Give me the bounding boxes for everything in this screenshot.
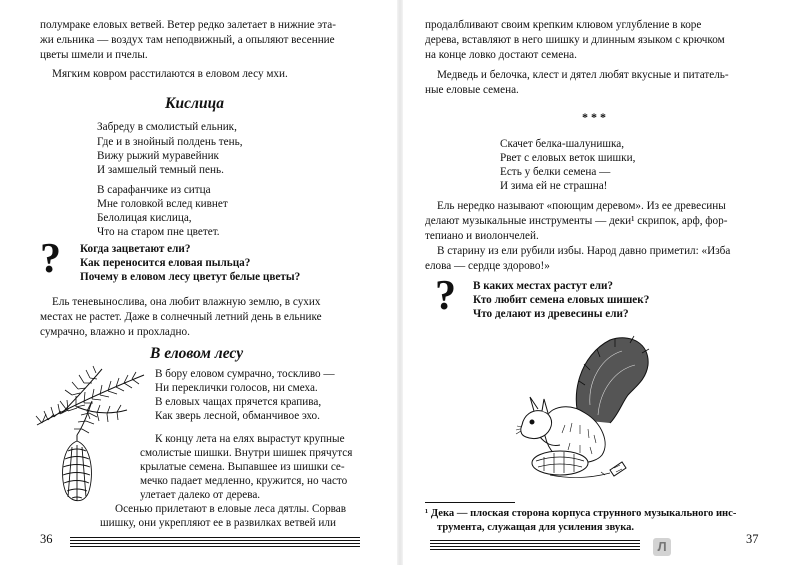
footnote-rule <box>425 502 515 503</box>
poem1-line2: Где и в знойный полдень тень, <box>97 136 243 148</box>
left-page <box>0 0 395 565</box>
left-para4-line2: смолистые шишки. Внутри шишек прячутся <box>140 447 353 459</box>
left-para4-line5: улетает далеко от дерева. <box>140 489 261 501</box>
section-stars: *** <box>582 110 609 124</box>
right-question-1: В каких местах растут ели? <box>473 280 614 292</box>
bottom-rule-right <box>430 540 640 552</box>
right-question-2: Кто любит семена еловых шишек? <box>473 294 650 306</box>
left-para3-line1: Ель теневынослива, она любит влажную землю, в сухих <box>52 296 321 308</box>
poem1-line7: Белолицая кислица, <box>97 212 192 224</box>
left-para4-line1: К концу лета на елях вырастут крупные <box>155 433 345 445</box>
poem2-line2: Ни переклички голосов, ни смеха. <box>155 382 318 394</box>
spruce-branch-illustration <box>32 365 152 510</box>
right-para3-line2: делают музыкальные инструменты — деки¹ скрипок, арф, фор- <box>425 215 728 227</box>
bottom-rule-left <box>70 537 360 549</box>
right-poem-line3: Есть у белки семена — <box>500 166 611 178</box>
question1-1: Когда зацветают ели? <box>80 243 191 255</box>
question-mark-icon: ? <box>40 236 61 282</box>
left-para1-line3: цветы шмели и пчелы. <box>40 49 148 61</box>
page-number-left: 36 <box>40 532 53 546</box>
left-para4-line7: шишку, они укрепляют ее в развилках ветвей или <box>100 517 336 529</box>
right-para4-line2: елова — сердце здорово!» <box>425 260 550 272</box>
left-para1-line2: жи ельника — воздух там неподвижный, а опыляют весенние <box>40 34 335 46</box>
right-para1-line3: на конце ловко достают семена. <box>425 49 577 61</box>
question-mark-icon-right: ? <box>435 273 456 319</box>
right-para1-line2: дерева, вставляют в него шишку и длинным языком с крючком <box>425 34 725 46</box>
left-para4-line4: мечко падает медленно, кружится, но часто <box>140 475 348 487</box>
poem1-line4: И замшелый темный пень. <box>97 164 224 176</box>
right-para2-line2: ные еловые семена. <box>425 84 519 96</box>
poem2-line3: В еловых чащах прячется крапива, <box>155 396 322 408</box>
poem1-line1: Забреду в смолистый ельник, <box>97 121 237 133</box>
footnote-line1: ¹ Дека — плоская сторона корпуса струнного музыкального инс- <box>425 508 737 519</box>
right-poem-line1: Скачет белка-шалунишка, <box>500 138 625 150</box>
right-poem-line4: И зима ей не страшна! <box>500 180 608 192</box>
right-para2-line1: Медведь и белочка, клест и дятел любят вкусные и питатель- <box>437 69 729 81</box>
poem1-line6: Мне головкой вслед кивнет <box>97 198 228 210</box>
right-para3-line1: Ель нередко называют «поющим деревом». Из ее древесины <box>437 200 726 212</box>
squirrel-illustration <box>510 325 660 495</box>
book-gutter <box>397 0 403 565</box>
right-para1-line1: продалбливают своим крепким клювом углубление в коре <box>425 19 702 31</box>
title-v-elovom-lesu: В еловом лесу <box>150 345 244 362</box>
left-para3-line2: местах не растет. Даже в солнечный летний день в ельнике <box>40 311 322 323</box>
footnote-line2: трумента, служащая для усиления звука. <box>437 522 635 533</box>
right-para4-line1: В старину из ели рубили избы. Народ давно приметил: «Изба <box>437 245 731 257</box>
right-poem-line2: Рвет с еловых веток шишки, <box>500 152 636 164</box>
page-number-right: 37 <box>746 532 759 546</box>
right-para3-line3: тепиано и виолончелей. <box>425 230 539 242</box>
poem1-line3: Вижу рыжий муравейник <box>97 150 219 162</box>
left-para1-line1: полумраке еловых ветвей. Ветер редко залетает в нижние эта- <box>40 19 336 31</box>
question1-3: Почему в еловом лесу цветут белые цветы? <box>80 271 301 283</box>
poem1-line8: Что на старом пне цветет. <box>97 226 220 238</box>
left-para4-line3: крылатые семена. Выпавшее из шишки се- <box>140 461 345 473</box>
poem2-line1: В бору еловом сумрачно, тоскливо — <box>155 368 335 380</box>
right-question-3: Что делают из древесины ели? <box>473 308 629 320</box>
left-para4-line6: Осенью прилетают в еловые леса дятлы. Сорвав <box>115 503 347 515</box>
left-para2: Мягким ковром расстилаются в еловом лесу мхи. <box>52 68 288 80</box>
title-kislitsa: Кислица <box>165 95 224 112</box>
question1-2: Как переносится еловая пыльца? <box>80 257 251 269</box>
watermark-badge: Л <box>653 538 671 556</box>
poem1-line5: В сарафанчике из ситца <box>97 184 211 196</box>
poem2-line4: Как зверь лесной, обманчивое эхо. <box>155 410 320 422</box>
left-para3-line3: сумрачно, влажно и прохладно. <box>40 326 190 338</box>
